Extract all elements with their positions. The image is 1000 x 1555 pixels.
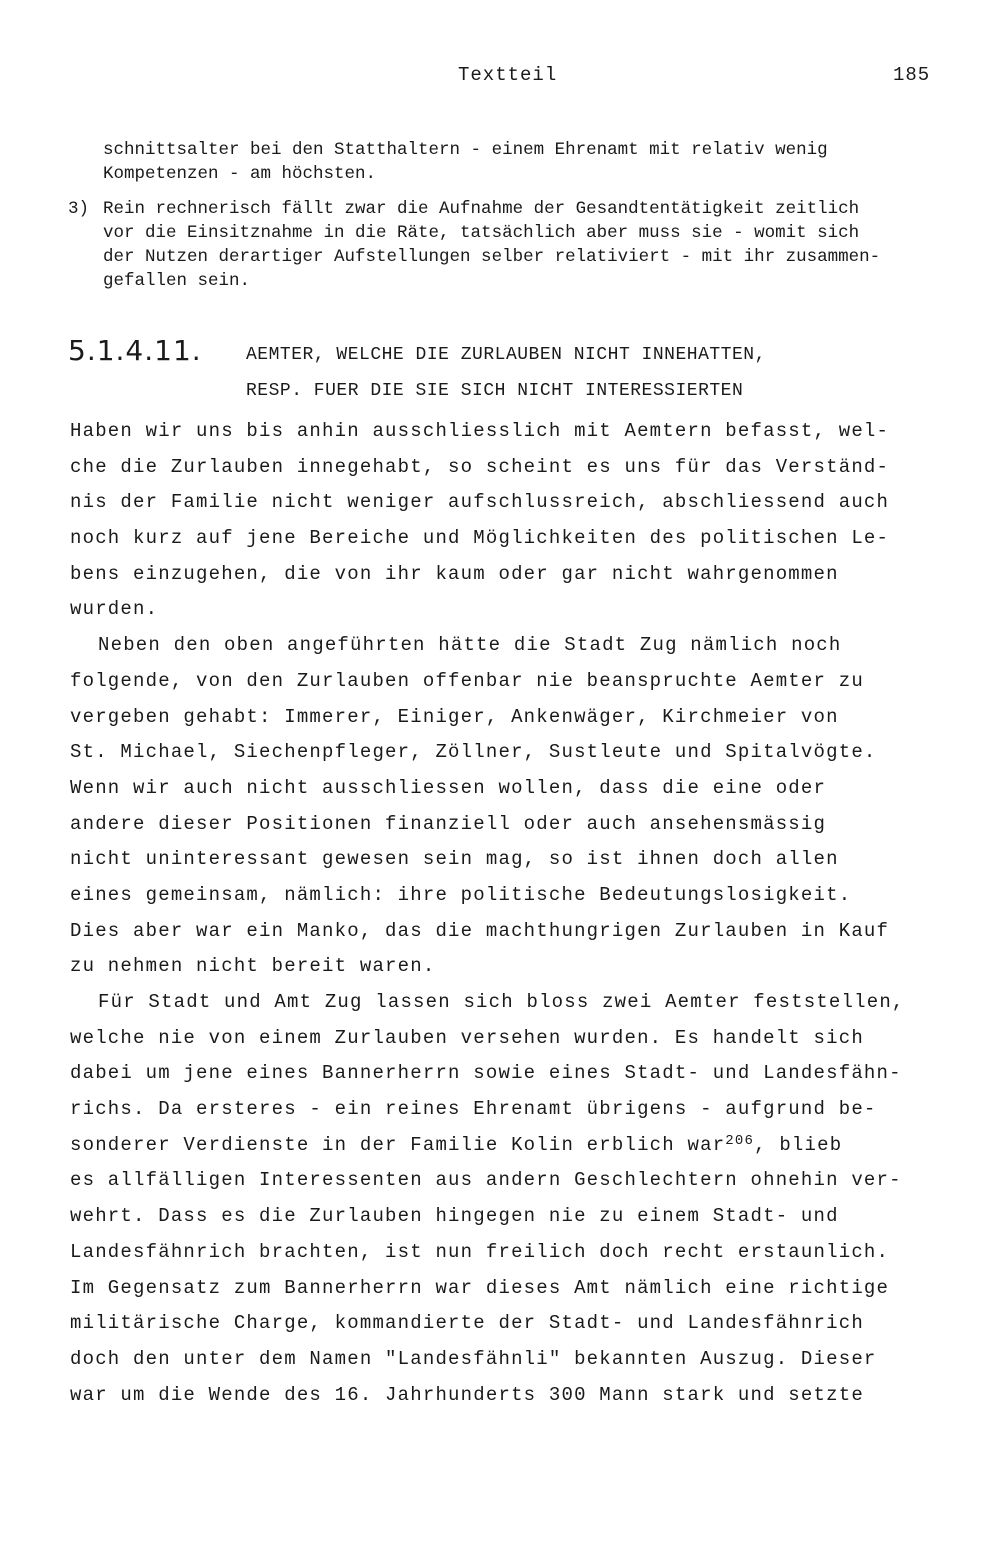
note-line: Kompetenzen - am höchsten. bbox=[103, 164, 377, 184]
body-line: andere dieser Positionen finanziell oder auch ansehensmässig bbox=[70, 812, 827, 835]
body-line: welche nie von einem Zurlauben versehen wurden. Es handelt sich bbox=[70, 1026, 864, 1049]
body-line: che die Zurlauben innegehabt, so scheint es uns für das Verständ- bbox=[70, 455, 890, 478]
body-line: richs. Da ersteres - ein reines Ehrenamt übrigens - aufgrund be- bbox=[70, 1098, 877, 1121]
body-line: dabei um jene eines Bannerherrn sowie eines Stadt- und Landesfähn- bbox=[70, 1062, 902, 1085]
body-line: war um die Wende des 16. Jahrhunderts 300 Mann stark und setzte bbox=[70, 1383, 864, 1406]
section-title-line: AEMTER, WELCHE DIE ZURLAUBEN NICHT INNEHATTEN, bbox=[246, 345, 766, 365]
body-line: eines gemeinsam, nämlich: ihre politische Bedeutungslosigkeit. bbox=[70, 883, 852, 906]
body-line: militärische Charge, kommandierte der Stadt- und Landesfähnrich bbox=[70, 1312, 864, 1335]
note-number: 3) bbox=[68, 199, 90, 219]
section-title-line: RESP. FUER DIE SIE SICH NICHT INTERESSIERTEN bbox=[246, 381, 744, 401]
body-line: St. Michael, Siechenpfleger, Zöllner, Sustleute und Spitalvögte. bbox=[70, 741, 877, 764]
body-line: doch den unter dem Namen "Landesfähnli" bekannten Auszug. Dieser bbox=[70, 1347, 877, 1370]
body-line: wehrt. Dass es die Zurlauben hingegen nie zu einem Stadt- und bbox=[70, 1205, 839, 1228]
body-line: folgende, von den Zurlauben offenbar nie beanspruchte Aemter zu bbox=[70, 669, 864, 692]
note-3-first-line bbox=[68, 197, 948, 221]
body-line: zu nehmen nicht bereit waren. bbox=[70, 955, 436, 978]
body-line: vergeben gehabt: Immerer, Einiger, Ankenwäger, Kirchmeier von bbox=[70, 705, 839, 728]
body-line: Dies aber war ein Manko, das die machthungrigen Zurlauben in Kauf bbox=[70, 919, 890, 942]
body-line: Für Stadt und Amt Zug lassen sich bloss zwei Aemter feststellen, bbox=[98, 991, 905, 1013]
note-line: vor die Einsitznahme in die Räte, tatsächlich aber muss sie - womit sich bbox=[103, 223, 860, 243]
body-line: wurden. bbox=[70, 598, 159, 621]
body-line: Wenn wir auch nicht ausschliessen wollen, dass die eine oder bbox=[70, 776, 827, 799]
footnote-reference: 206 bbox=[725, 1132, 755, 1149]
section-title bbox=[246, 337, 766, 409]
running-header: Textteil bbox=[458, 64, 558, 86]
body-text bbox=[70, 414, 970, 1413]
page-number: 185 bbox=[893, 64, 931, 86]
body-text-span: , blieb bbox=[754, 1133, 843, 1156]
body-line-with-footnote bbox=[70, 1128, 970, 1164]
note-line: gefallen sein. bbox=[103, 271, 251, 291]
footnotes-block bbox=[68, 138, 948, 293]
note-line: der Nutzen derartiger Aufstellungen selber relativiert - mit ihr zusammen- bbox=[103, 247, 881, 267]
section-number: 5.1.4.11. bbox=[68, 334, 202, 367]
body-line: noch kurz auf jene Bereiche und Möglichkeiten des politischen Le- bbox=[70, 527, 890, 550]
body-line: Haben wir uns bis anhin ausschliesslich mit Aemtern befasst, wel- bbox=[70, 420, 890, 442]
body-line: nicht uninteressant gewesen sein mag, so ist ihnen doch allen bbox=[70, 848, 839, 871]
body-line: es allfälligen Interessenten aus andern Geschlechtern ohnehin ver- bbox=[70, 1169, 902, 1192]
body-line: Im Gegensatz zum Bannerherrn war dieses Amt nämlich eine richtige bbox=[70, 1276, 890, 1299]
note-line: schnittsalter bei den Statthaltern - einem Ehrenamt mit relativ wenig bbox=[103, 140, 828, 160]
note-line: Rein rechnerisch fällt zwar die Aufnahme der Gesandtentätigkeit zeitlich bbox=[103, 199, 860, 219]
body-line: Neben den oben angeführten hätte die Stadt Zug nämlich noch bbox=[98, 634, 842, 657]
body-text-span: sonderer Verdienste in der Familie Kolin erblich war bbox=[70, 1133, 726, 1156]
body-line: bens einzugehen, die von ihr kaum oder gar nicht wahrgenommen bbox=[70, 562, 839, 585]
body-line: nis der Familie nicht weniger aufschlussreich, abschliessend auch bbox=[70, 491, 890, 514]
body-line: Landesfähnrich brachten, ist nun freilich doch recht erstaunlich. bbox=[70, 1240, 890, 1263]
